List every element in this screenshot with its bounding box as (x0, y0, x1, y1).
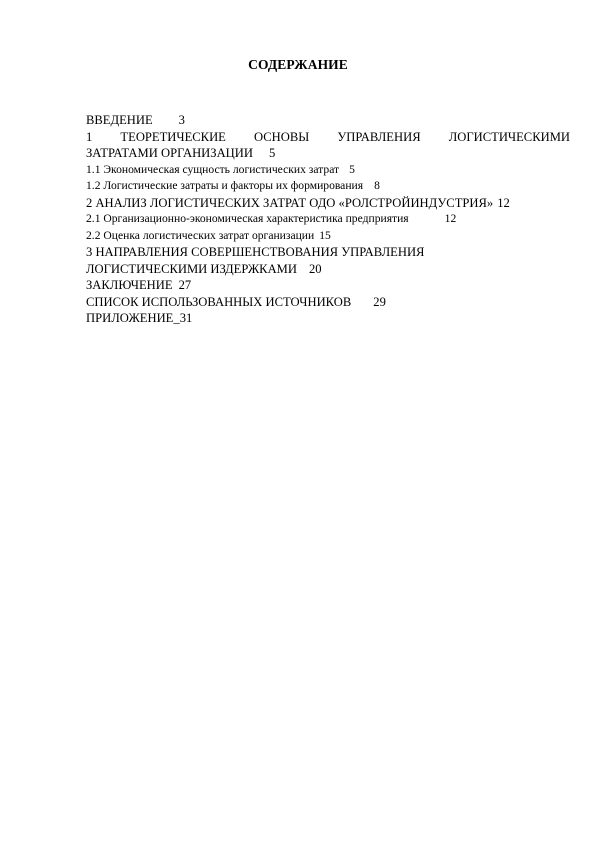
toc-entry-label: 1.1 Экономическая сущность логистических затрат (86, 162, 340, 176)
toc-entry-page: 31 (179, 311, 193, 325)
toc-entry-label: 2 АНАЛИЗ ЛОГИСТИЧЕСКИХ ЗАТРАТ ОДО «РОЛСТРОЙИНДУСТРИЯ» (86, 195, 494, 210)
toc-entry-section-2-1 (86, 211, 570, 228)
toc-entry-page: 5 (349, 162, 355, 176)
toc-entry-chapter-1-continuation (86, 145, 570, 162)
toc-entry-section-1-2 (86, 178, 570, 195)
toc-entry-label-continuation: ЗАТРАТАМИ ОРГАНИЗАЦИИ (86, 146, 253, 160)
toc-entry-page: 3 (178, 113, 185, 127)
toc-entry-chapter-3 (86, 244, 570, 261)
table-of-contents (86, 112, 570, 327)
toc-entry-page: 12 (497, 195, 510, 210)
toc-entry-page: 12 (444, 212, 457, 225)
toc-entry-appendix (86, 310, 570, 327)
toc-entry-references (86, 294, 570, 311)
toc-entry-label: 2.1 Организационно-экономическая характеристика предприятия (86, 212, 409, 225)
toc-entry-page: 20 (308, 261, 322, 276)
toc-entry-label: 1.2 Логистические затраты и факторы их формирования (86, 179, 364, 192)
toc-entry-conclusion (86, 277, 570, 294)
toc-entry-chapter-1 (86, 129, 570, 146)
toc-entry-label: ВВЕДЕНИЕ (86, 113, 153, 127)
toc-entry-label-continuation: ЛОГИСТИЧЕСКИМИ ИЗДЕРЖКАМИ (86, 261, 297, 276)
toc-entry-label: ЗАКЛЮЧЕНИЕ (86, 278, 173, 292)
toc-entry-label: 3 НАПРАВЛЕНИЯ СОВЕРШЕНСТВОВАНИЯ УПРАВЛЕНИЯ (86, 245, 425, 259)
toc-entry-chapter-2 (86, 195, 570, 212)
toc-entry-page: 15 (319, 228, 331, 242)
toc-entry-page: 27 (178, 278, 192, 292)
toc-entry-chapter-3-continuation (86, 261, 570, 278)
toc-entry-label: 2.2 Оценка логистических затрат организации (86, 228, 315, 242)
toc-entry-introduction (86, 112, 570, 129)
toc-entry-page: 5 (268, 146, 276, 160)
toc-entry-label: СПИСОК ИСПОЛЬЗОВАННЫХ ИСТОЧНИКОВ (86, 294, 352, 309)
toc-entry-page: 8 (374, 179, 380, 192)
toc-entry-label: ПРИЛОЖЕНИЕ_ (86, 311, 180, 325)
toc-entry-label: 1 ТЕОРЕТИЧЕСКИЕ ОСНОВЫ УПРАВЛЕНИЯ ЛОГИСТИЧЕСКИМИ (86, 129, 570, 144)
toc-entry-section-2-2 (86, 228, 570, 245)
toc-entry-section-1-1 (86, 162, 570, 179)
toc-entry-page: 29 (373, 294, 386, 309)
page-title: СОДЕРЖАНИЕ (248, 57, 348, 72)
